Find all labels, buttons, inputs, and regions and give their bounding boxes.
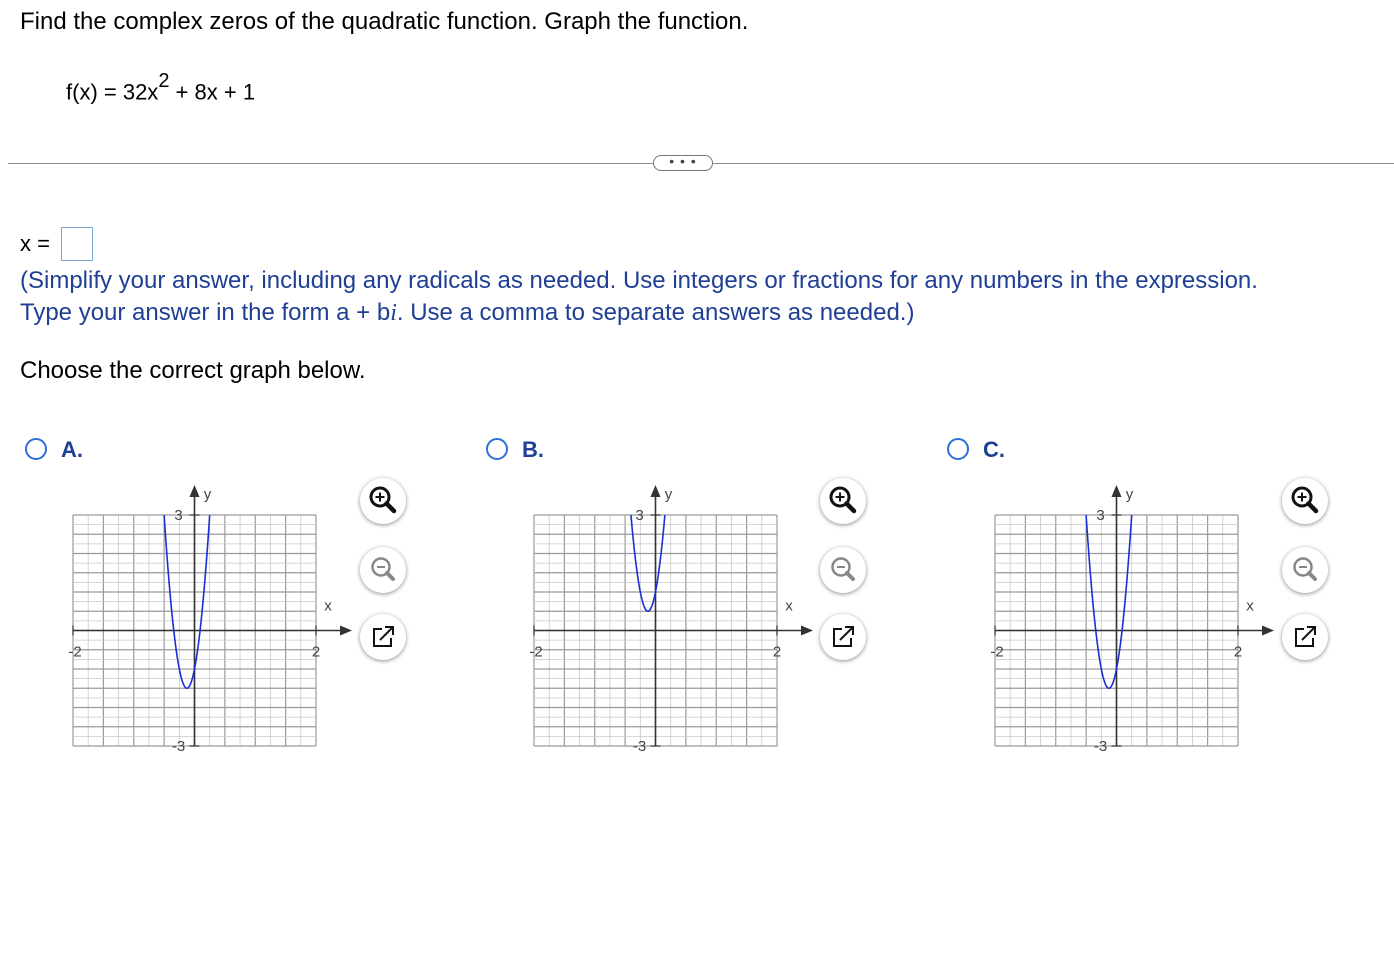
x-max-label: 2 — [772, 643, 782, 661]
instructions-line-2-b: . Use a comma to separate answers as needed.) — [396, 299, 915, 326]
x-axis-arrow — [1262, 626, 1274, 636]
x-axis-label: x — [324, 597, 332, 615]
x-axis-label: x — [785, 597, 793, 615]
instructions-line-2-a: Type your answer in the form a + b — [20, 299, 391, 326]
y-min-label: -3 — [171, 738, 186, 755]
function-lhs: f(x) = 32x — [66, 79, 159, 105]
y-max-label: 3 — [1096, 507, 1105, 524]
x-min-label: -2 — [529, 643, 543, 661]
option-a-label[interactable]: A. — [61, 437, 83, 462]
popout-icon — [1282, 614, 1328, 660]
y-max-label: 3 — [635, 507, 644, 524]
instructions-imaginary-unit: i — [390, 300, 397, 326]
option-c-zoom-in-button[interactable] — [1282, 478, 1328, 524]
option-c-zoom-out-button[interactable] — [1282, 547, 1328, 593]
x-axis-label: x — [1246, 597, 1254, 615]
zoom-out-icon — [1282, 547, 1328, 593]
option-b-label[interactable]: B. — [522, 437, 544, 462]
y-axis-label: y — [1125, 486, 1134, 503]
y-min-label: -3 — [632, 738, 647, 755]
option-c-popout-button[interactable] — [1282, 614, 1328, 660]
more-button[interactable]: • • • — [653, 155, 713, 171]
answer-label: x = — [20, 231, 50, 256]
function-exponent: 2 — [158, 70, 170, 92]
function-rhs: + 8x + 1 — [169, 79, 256, 105]
y-axis-arrow — [1112, 485, 1122, 497]
x-min-label: -2 — [990, 643, 1004, 661]
option-c-label[interactable]: C. — [983, 437, 1005, 462]
x-min-label: -2 — [68, 643, 82, 661]
zoom-in-icon — [1282, 478, 1328, 524]
y-min-label: -3 — [1093, 738, 1108, 755]
x-max-label: 2 — [1233, 643, 1243, 661]
x-max-label: 2 — [311, 643, 321, 661]
instructions-line-1: (Simplify your answer, including any radicals as needed. Use integers or fractions for any numbers in the expression. — [20, 267, 1258, 294]
y-max-label: 3 — [174, 507, 183, 524]
y-axis-label: y — [203, 486, 212, 503]
question-text: Find the complex zeros of the quadratic function. Graph the function. — [20, 8, 749, 35]
y-axis-label: y — [664, 486, 673, 503]
choose-prompt: Choose the correct graph below. — [20, 357, 366, 384]
